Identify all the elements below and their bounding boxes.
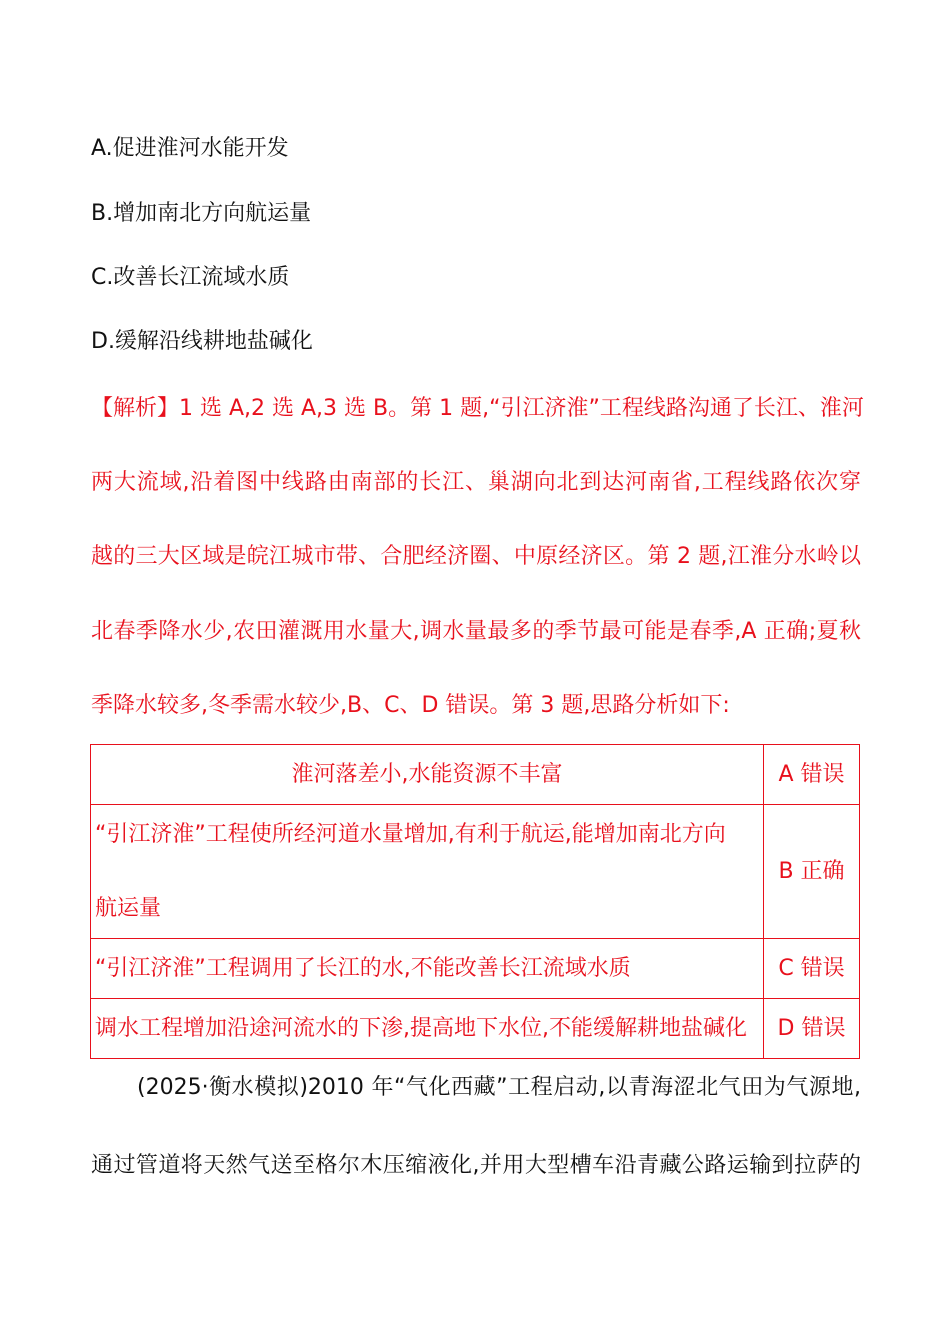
reason-text: “引江济淮”工程使所经河道水量增加,有利于航运,能增加南北方向: [95, 821, 726, 847]
table-row: [91, 805, 860, 939]
option-c: C.改善长江流域水质: [91, 265, 290, 290]
question-line: 通过管道将天然气送至格尔木压缩液化,并用大型槽车沿青藏公路运输到拉萨的: [91, 1153, 861, 1178]
option-d: D.缓解沿线耕地盐碱化: [91, 329, 313, 354]
reason-cell: [91, 939, 764, 999]
reason-text: 淮河落差小,水能资源不丰富: [291, 761, 563, 787]
reason-cell: [91, 805, 764, 939]
analysis-line: 季降水较多,冬季需水较少,B、C、D 错误。第 3 题,思路分析如下:: [91, 693, 730, 718]
analysis-line: 越的三大区域是皖江城市带、合肥经济圈、中原经济区。第 2 题,江淮分水岭以: [91, 544, 861, 569]
reason-text: 调水工程增加沿途河流水的下渗,提高地下水位,不能缓解耕地盐碱化: [95, 1015, 747, 1041]
table-row: [91, 939, 860, 999]
analysis-table: [90, 744, 860, 1059]
question-line: (2025·衡水模拟)2010 年“气化西藏”工程启动,以青海涩北气田为气源地,: [137, 1075, 861, 1100]
option-b: B.增加南北方向航运量: [91, 201, 312, 226]
option-a: A.促进淮河水能开发: [91, 136, 289, 161]
verdict-cell: A 错误: [764, 745, 860, 805]
analysis-line: 北春季降水少,农田灌溉用水量大,调水量最多的季节最可能是春季,A 正确;夏秋: [91, 619, 861, 644]
reason-text: 航运量: [95, 895, 162, 921]
verdict-cell: B 正确: [764, 805, 860, 939]
table-row: [91, 999, 860, 1059]
verdict-cell: C 错误: [764, 939, 860, 999]
verdict-cell: D 错误: [764, 999, 860, 1059]
reason-cell: [91, 999, 764, 1059]
analysis-line: 两大流域,沿着图中线路由南部的长江、巢湖向北到达河南省,工程线路依次穿: [91, 470, 861, 495]
analysis-line: 【解析】1 选 A,2 选 A,3 选 B。第 1 题,“引江济淮”工程线路沟通了长江、淮河: [91, 396, 864, 421]
table-row: [91, 745, 860, 805]
reason-text: “引江济淮”工程调用了长江的水,不能改善长江流域水质: [95, 955, 631, 981]
reason-cell: [91, 745, 764, 805]
